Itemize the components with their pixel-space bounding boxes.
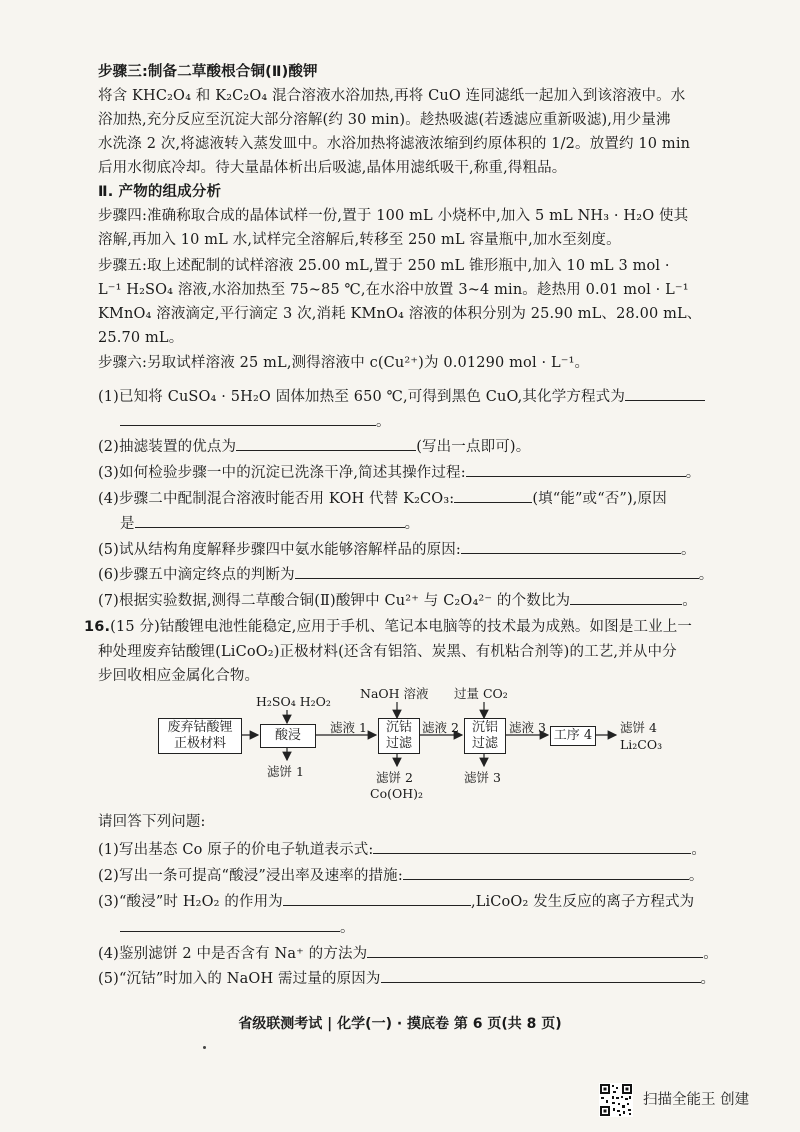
q16-intro-line-1 (84, 617, 692, 637)
q16-4-line (98, 942, 718, 964)
reagent-co2-label: 过量 CO₂ (454, 686, 508, 701)
stray-mark (203, 1046, 206, 1049)
answer-blank[interactable] (381, 967, 701, 983)
q15-4-cont: 是 (120, 516, 135, 532)
step5-line-1: 步骤五:取上述配制的试样溶液 25.00 mL,置于 250 mL 锥形瓶中,加入 10 mL 3 mol · (98, 258, 670, 274)
q15-5-text: (5)试从结构角度解释步骤四中氨水能够溶解样品的原因: (98, 542, 461, 558)
page-footer: 省级联测考试 | 化学(一) · 摸底卷 第 6 页(共 8 页) (238, 1016, 562, 1032)
answer-blank[interactable] (625, 385, 705, 401)
period: 。 (376, 414, 391, 430)
box-co-precipitation (378, 718, 420, 754)
step3-title: 步骤三:制备二草酸根合铜(Ⅱ)酸钾 (98, 64, 318, 80)
reagent-naoh-label: NaOH 溶液 (360, 686, 429, 701)
step6-line: 步骤六:另取试样溶液 25 mL,测得溶液中 c(Cu²⁺)为 0.01290 mol · L⁻¹。 (98, 355, 590, 371)
cake4-label: 滤饼 4 (620, 720, 657, 735)
box-acid-leach (260, 724, 316, 748)
q15-7-text: (7)根据实验数据,测得二草酸合铜(Ⅱ)酸钾中 Cu²⁺ 与 C₂O₄²⁻ 的个数比为 (98, 593, 571, 609)
box-co-label-2: 过滤 (385, 736, 412, 751)
filtrate3-label: 滤液 3 (509, 720, 546, 735)
scanner-watermark: 扫描全能王 创建 (643, 1092, 750, 1108)
step3-line-4: 后用水彻底冷却。待大量晶体析出后吸滤,晶体用滤纸吸干,称重,得粗品。 (98, 160, 567, 176)
box-raw-label-1: 废弃钴酸锂 (167, 720, 233, 735)
cake4-formula: Li₂CO₃ (620, 737, 663, 752)
cake3-label: 滤饼 3 (464, 770, 501, 785)
box-raw-material (158, 718, 242, 754)
box-step4-label: 工序 4 (553, 728, 593, 743)
period: 。 (700, 971, 716, 987)
step5-line-3: KMnO₄ 溶液滴定,平行滴定 3 次,消耗 KMnO₄ 溶液的体积分别为 25.90 mL、28.00 mL、 (98, 306, 702, 322)
q15-4-line-2 (120, 512, 419, 534)
q16-2-line (98, 864, 704, 886)
q15-4-text: (4)步骤二中配制混合溶液时能否用 KOH 代替 K₂CO₃: (98, 491, 455, 507)
q15-6-text: (6)步骤五中滴定终点的判断为 (98, 567, 295, 583)
answer-blank[interactable] (135, 512, 405, 528)
answer-blank[interactable] (454, 487, 532, 503)
q15-2-suffix: (写出一点即可)。 (416, 439, 531, 455)
q15-4-suffix: (填“能”或“否”),原因 (532, 491, 667, 507)
q15-2-line (98, 435, 530, 457)
answer-blank[interactable] (283, 890, 471, 906)
answer-blank[interactable] (461, 538, 681, 554)
box-raw-label-2: 正极材料 (173, 736, 226, 751)
answer-blank[interactable] (570, 589, 682, 605)
q15-4-line-1 (98, 487, 667, 509)
box-acid-label: 酸浸 (274, 728, 301, 743)
q15-1-text: (1)已知将 CuSO₄ · 5H₂O 固体加热至 650 ℃,可得到黑色 CuO,其化学方程式为 (98, 389, 625, 405)
q15-2-text: (2)抽滤装置的优点为 (98, 439, 237, 455)
answer-blank[interactable] (120, 410, 376, 426)
q16-2-text: (2)写出一条可提高“酸浸”浸出率及速率的措施: (98, 868, 403, 884)
qr-code-icon (599, 1083, 633, 1117)
cake2-formula: Co(OH)₂ (370, 786, 424, 801)
q16-1-line (98, 838, 706, 860)
q16-3-line-1 (98, 890, 694, 912)
q16-prompt: 请回答下列问题: (98, 814, 206, 830)
answer-blank[interactable] (373, 838, 691, 854)
q16-5-line (98, 967, 715, 989)
box-al-precipitation (464, 718, 506, 754)
filtrate1-label: 滤液 1 (330, 720, 367, 735)
period: 。 (680, 542, 696, 558)
step5-line-2: L⁻¹ H₂SO₄ 溶液,水浴加热至 75~85 ℃,在水浴中放置 3~4 min。趁热用 0.01 mol · L⁻¹ (98, 282, 689, 298)
cake2-label: 滤饼 2 (376, 770, 413, 785)
box-co-label-1: 沉钴 (385, 720, 412, 735)
q16-3-text: (3)“酸浸”时 H₂O₂ 的作用为 (98, 894, 283, 910)
answer-blank[interactable] (403, 864, 689, 880)
step5-line-4: 25.70 mL。 (98, 330, 184, 346)
period: 。 (685, 465, 701, 481)
box-al-label-2: 过滤 (471, 736, 498, 751)
filtrate2-label: 滤液 2 (422, 720, 459, 735)
step3-line-3: 水洗涤 2 次,将滤液转入蒸发皿中。水浴加热将滤液浓缩到约原体积的 1/2。放置约 10 min (98, 136, 691, 152)
period: 。 (688, 868, 704, 884)
q16-intro-line-3: 步回收相应金属化合物。 (98, 668, 260, 684)
box-al-label-1: 沉铝 (471, 720, 498, 735)
answer-blank[interactable] (295, 563, 699, 579)
cake1-label: 滤饼 1 (267, 764, 304, 779)
q15-6-line (98, 563, 713, 585)
q16-3-suffix: ,LiCoO₂ 发生反应的离子方程式为 (470, 894, 695, 910)
q15-1-line-2 (120, 410, 391, 432)
step4-line-2: 溶解,再加入 10 mL 水,试样完全溶解后,转移至 250 mL 容量瓶中,加水至刻度。 (98, 232, 621, 248)
q16-number: 16. (84, 619, 111, 635)
q16-intro-line-2: 种处理废弃钴酸锂(LiCoO₂)正极材料(还含有铝箔、炭黑、有机粘合剂等)的工艺,并从中分 (98, 644, 677, 660)
q16-3-line-2 (120, 916, 355, 938)
step4-line-1: 步骤四:准确称取合成的晶体试样一份,置于 100 mL 小烧杯中,加入 5 mL NH₃ · H₂O 使其 (98, 208, 689, 224)
answer-blank[interactable] (466, 461, 686, 477)
period: 。 (698, 567, 714, 583)
period: 。 (682, 593, 697, 609)
period: 。 (404, 516, 420, 532)
box-step4 (550, 726, 596, 746)
q16-5-text: (5)“沉钴”时加入的 NaOH 需过量的原因为 (98, 971, 381, 987)
q16-4-text: (4)鉴别滤饼 2 中是否含有 Na⁺ 的方法为 (98, 946, 368, 962)
reagent-acid-label: H₂SO₄ H₂O₂ (256, 694, 331, 709)
q15-3-line (98, 461, 700, 483)
q15-5-line (98, 538, 696, 560)
process-flow-diagram (150, 686, 710, 801)
q16-intro-text-1: (15 分)钴酸锂电池性能稳定,应用于手机、笔记本电脑等的技术最为成熟。如图是工业上一 (110, 619, 693, 635)
period: 。 (691, 842, 707, 858)
q15-3-text: (3)如何检验步骤一中的沉淀已洗涤干净,简述其操作过程: (98, 465, 466, 481)
period: 。 (703, 946, 718, 962)
step3-line-2: 浴加热,充分反应至沉淀大部分溶解(约 30 min)。趁热吸滤(若透滤应重新吸滤),用少量沸 (98, 112, 671, 128)
answer-blank[interactable] (236, 435, 416, 451)
step3-line-1: 将含 KHC₂O₄ 和 K₂C₂O₄ 混合溶液水浴加热,再将 CuO 连同滤纸一起加入到该溶液中。水 (98, 88, 686, 104)
q15-7-line (98, 589, 697, 611)
period: 。 (340, 920, 355, 936)
answer-blank[interactable] (120, 916, 340, 932)
q15-1-line-1 (98, 385, 705, 407)
section2-title: Ⅱ. 产物的组成分析 (98, 184, 222, 200)
answer-blank[interactable] (367, 942, 703, 958)
q16-1-text: (1)写出基态 Co 原子的价电子轨道表示式: (98, 842, 374, 858)
